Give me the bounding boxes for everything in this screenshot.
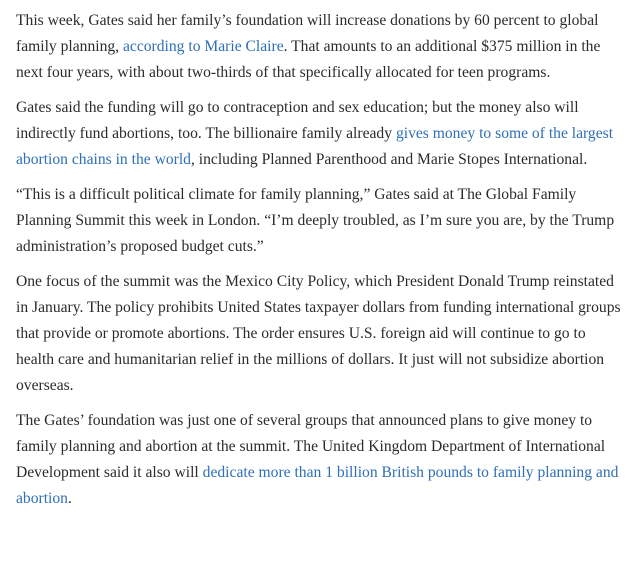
link-abortion-chains[interactable]: gives money to some of the largest abortion chains in the world — [16, 125, 614, 168]
paragraph-1-text-2: . That amounts to an additional $375 million in the next four years, with about two-thirds of that specifically allocated for teen programs. — [16, 38, 601, 81]
paragraph-4 — [16, 269, 626, 399]
paragraph-5-text-1: The Gates’ foundation was just one of several groups that announced plans to give money to family planning and abortion at the summit. The United Kingdom Department of International Development said it also will — [16, 412, 606, 481]
paragraph-2-text-2: , including Planned Parenthood and Marie Stopes International. — [190, 151, 588, 168]
paragraph-4-text-1: One focus of the summit was the Mexico City Policy, which President Donald Trump reinstated in January. The policy prohibits United States taxpayer dollars from funding international groups that provide or promote abortions. The order ensures U.S. foreign aid will continue to go to health care and humanitarian relief in the millions of dollars. It just will not subsidize abortion overseas. — [16, 273, 621, 394]
link-marie-claire[interactable]: according to Marie Claire — [122, 38, 284, 55]
paragraph-2-text-1: Gates said the funding will go to contraception and sex education; but the money also will indirectly fund abortions, too. The billionaire family already — [16, 99, 579, 142]
paragraph-3 — [16, 182, 626, 260]
paragraph-5-text-2: . — [67, 490, 72, 507]
paragraph-2 — [16, 95, 626, 173]
paragraph-1 — [16, 8, 626, 86]
paragraph-1-text-1: This week, Gates said her family’s foundation will increase donations by 60 percent to global family planning, — [16, 12, 599, 55]
paragraph-5 — [16, 408, 626, 512]
paragraph-3-text-1: “This is a difficult political climate for family planning,” Gates said at The Global Family Planning Summit this week in London. “I’m deeply troubled, as I’m sure you are, by the Trump administration’s proposed budget cuts.” — [16, 186, 615, 255]
link-british-pounds[interactable]: dedicate more than 1 billion British pounds to family planning and abortion — [16, 464, 619, 507]
